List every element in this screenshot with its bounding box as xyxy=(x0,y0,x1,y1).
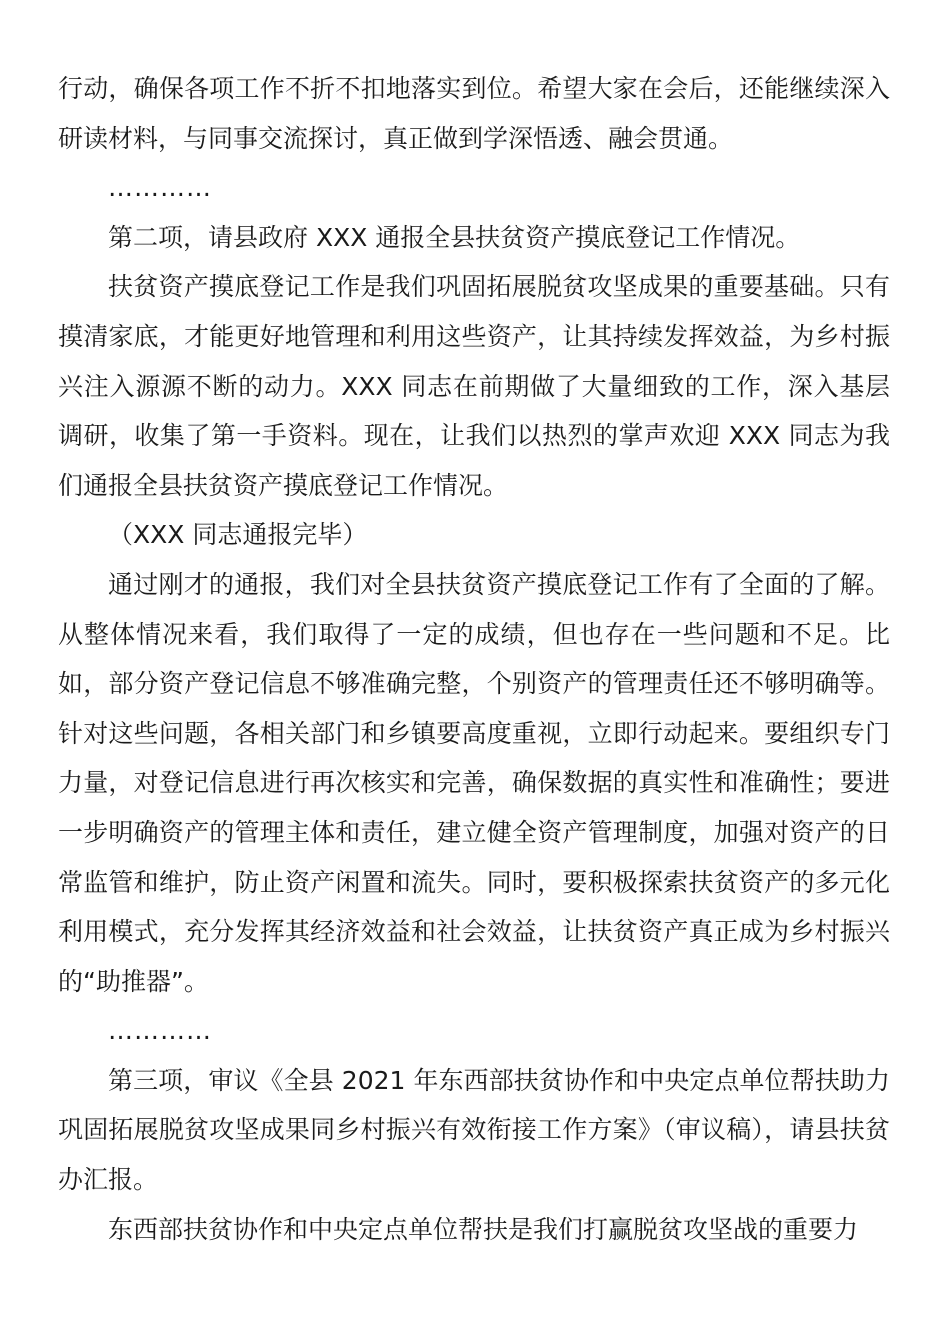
document-body xyxy=(58,64,890,1254)
item-3-introduction: 东西部扶贫协作和中央定点单位帮扶是我们打赢脱贫攻坚战的重要力 xyxy=(108,1214,859,1244)
paragraph-1-continuation: 行动，确保各项工作不折不扣地落实到位。希望大家在会后，还能继续深入研读材料，与同事交流探讨，真正做到学深悟透、融会贯通。 xyxy=(58,74,890,153)
item-2-stage-note: （XXX 同志通报完毕） xyxy=(108,520,368,550)
ellipsis-separator: ………… xyxy=(108,1016,212,1046)
ellipsis-separator: ………… xyxy=(108,173,212,203)
item-2-summary: 通过刚才的通报，我们对全县扶贫资产摸底登记工作有了全面的了解。从整体情况来看，我们取得了一定的成绩，但也存在一些问题和不足。比如，部分资产登记信息不够准确完整，个别资产的管理责任还不够明确等。针对这些问题，各相关部门和乡镇要高度重视，立即行动起来。要组织专门力量，对登记信息进行再次核实和完善，确保数据的真实性和准确性；要进一步明确资产的管理主体和责任，建立健全资产管理制度，加强对资产的日常监管和维护，防止资产闲置和流失。同时，要积极探索扶贫资产的多元化利用模式，充分发挥其经济效益和社会效益，让扶贫资产真正成为乡村振兴的“助推器”。 xyxy=(58,569,890,996)
item-3-heading: 第三项，审议《全县 2021 年东西部扶贫协作和中央定点单位帮扶助力巩固拓展脱贫攻坚成果同乡村振兴有效衔接工作方案》（审议稿），请县扶贫办汇报。 xyxy=(58,1065,890,1195)
item-2-heading: 第二项，请县政府 XXX 通报全县扶贫资产摸底登记工作情况。 xyxy=(108,222,801,252)
item-2-introduction: 扶贫资产摸底登记工作是我们巩固拓展脱贫攻坚成果的重要基础。只有摸清家底，才能更好地管理和利用这些资产，让其持续发挥效益，为乡村振兴注入源源不断的动力。XXX 同志在前期做了大量细致的工作，深入基层调研，收集了第一手资料。现在，让我们以热烈的掌声欢迎 XXX 同志为我们通报全县扶贫资产摸底登记工作情况。 xyxy=(58,272,890,500)
